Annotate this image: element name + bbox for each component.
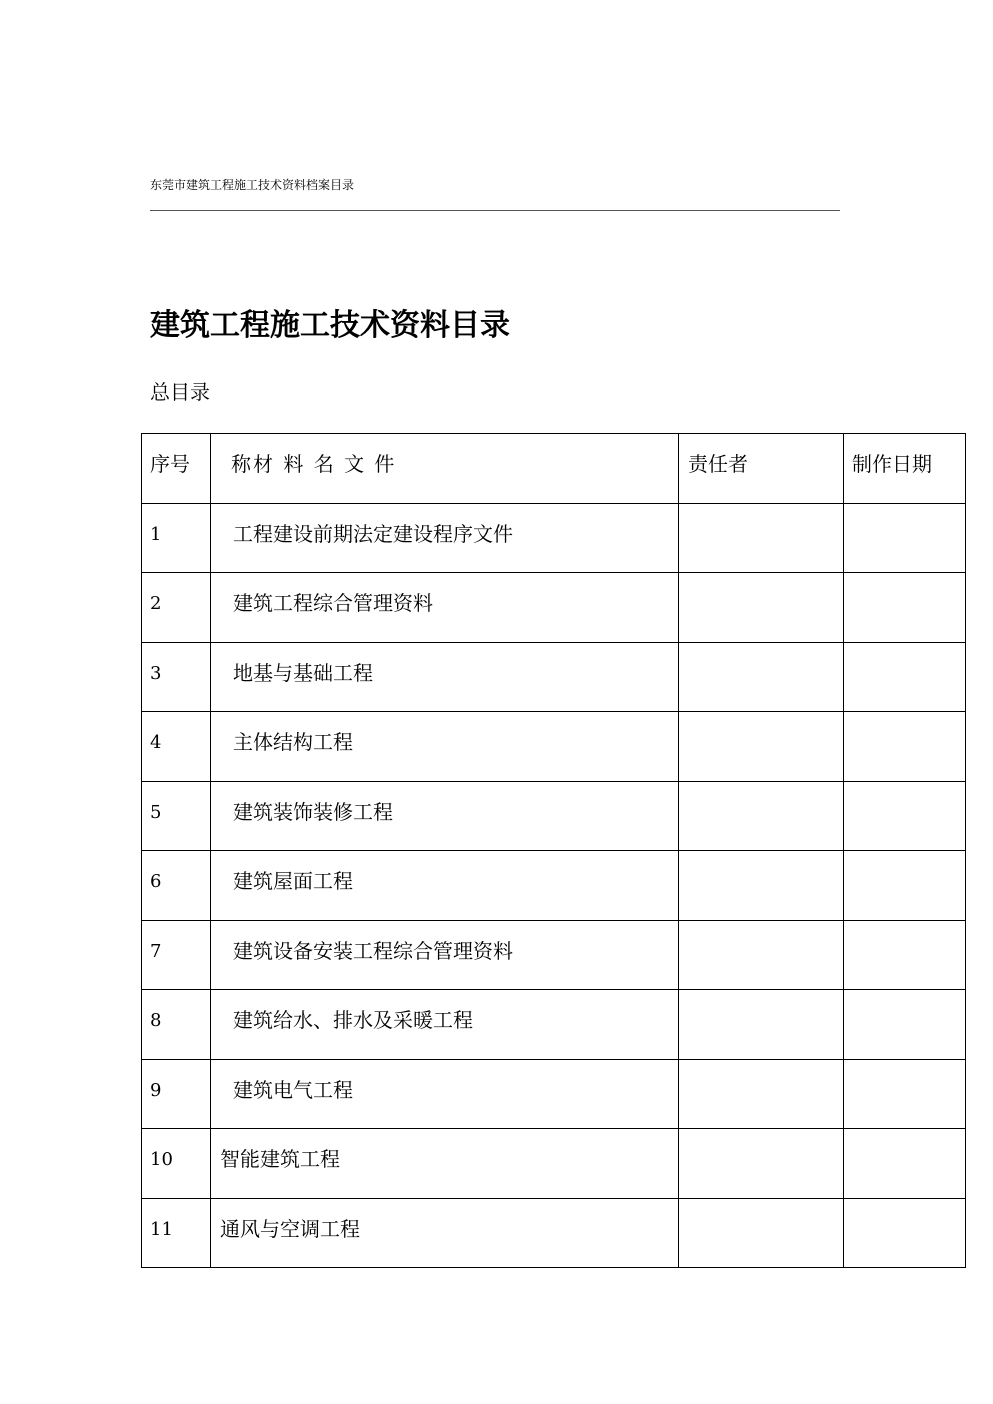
table-row	[142, 1059, 966, 1129]
row-date-cell	[844, 990, 966, 1060]
row-owner-cell	[679, 503, 844, 573]
header-label-name: 称材 料 名 文 件	[231, 452, 397, 476]
header-label-owner: 责任者	[688, 452, 748, 476]
row-no-cell	[142, 642, 211, 712]
row-no-cell	[142, 1129, 211, 1199]
row-name: 建筑工程综合管理资料	[233, 591, 433, 615]
table-row	[142, 1198, 966, 1268]
catalog-table	[141, 433, 966, 1268]
row-owner-cell	[679, 1059, 844, 1129]
row-owner-cell	[679, 781, 844, 851]
row-date-cell	[844, 1129, 966, 1199]
row-name-cell	[211, 642, 679, 712]
row-name: 智能建筑工程	[220, 1147, 340, 1171]
header-cell-date	[844, 434, 966, 504]
row-date-cell	[844, 1059, 966, 1129]
row-owner-cell	[679, 712, 844, 782]
row-name: 地基与基础工程	[233, 660, 373, 685]
row-name-cell	[211, 712, 679, 782]
row-owner-cell	[679, 990, 844, 1060]
row-date-cell	[844, 781, 966, 851]
table-row	[142, 503, 966, 573]
row-name-cell	[211, 851, 679, 921]
table-row	[142, 573, 966, 643]
row-date-cell	[844, 573, 966, 643]
row-number: 3	[150, 662, 162, 684]
row-name: 工程建设前期法定建设程序文件	[233, 521, 513, 546]
row-name: 建筑装饰装修工程	[233, 799, 393, 824]
row-number: 6	[150, 871, 162, 892]
row-no-cell	[142, 1059, 211, 1129]
row-owner-cell	[679, 851, 844, 921]
row-name: 建筑屋面工程	[233, 869, 353, 893]
document-subtitle: 总目录	[150, 380, 210, 404]
table-row	[142, 642, 966, 712]
row-name-cell	[211, 1059, 679, 1129]
document-title: 建筑工程施工技术资料目录	[150, 308, 510, 343]
row-no-cell	[142, 712, 211, 782]
row-owner-cell	[679, 920, 844, 990]
running-header: 东莞市建筑工程施工技术资料档案目录	[150, 178, 355, 192]
header-divider	[150, 210, 840, 211]
row-name-cell	[211, 990, 679, 1060]
row-owner-cell	[679, 1198, 844, 1268]
table-row	[142, 781, 966, 851]
row-no-cell	[142, 503, 211, 573]
row-name: 主体结构工程	[233, 730, 353, 754]
row-no-cell	[142, 1198, 211, 1268]
table-row	[142, 1129, 966, 1199]
table-row	[142, 712, 966, 782]
row-owner-cell	[679, 573, 844, 643]
row-number: 7	[150, 940, 162, 962]
row-number: 10	[150, 1149, 173, 1170]
row-number: 8	[150, 1010, 162, 1031]
row-number: 4	[150, 732, 162, 753]
table-row	[142, 990, 966, 1060]
row-date-cell	[844, 1198, 966, 1268]
row-name: 建筑给水、排水及采暖工程	[233, 1008, 473, 1032]
row-name-cell	[211, 573, 679, 643]
table-row	[142, 920, 966, 990]
row-name-cell	[211, 1129, 679, 1199]
row-number: 9	[150, 1079, 162, 1101]
row-name: 建筑设备安装工程综合管理资料	[233, 938, 513, 963]
row-date-cell	[844, 851, 966, 921]
row-name-cell	[211, 1198, 679, 1268]
header-cell-owner	[679, 434, 844, 504]
row-owner-cell	[679, 642, 844, 712]
header-cell-no	[142, 434, 211, 504]
row-no-cell	[142, 781, 211, 851]
header-label-no: 序号	[150, 452, 190, 476]
table-row	[142, 851, 966, 921]
row-date-cell	[844, 920, 966, 990]
row-no-cell	[142, 573, 211, 643]
header-label-date: 制作日期	[852, 452, 932, 476]
row-number: 11	[150, 1218, 173, 1240]
row-name-cell	[211, 503, 679, 573]
header-cell-name	[211, 434, 679, 504]
row-number: 1	[150, 523, 162, 545]
row-number: 5	[150, 801, 162, 823]
row-name-cell	[211, 781, 679, 851]
row-date-cell	[844, 503, 966, 573]
row-no-cell	[142, 920, 211, 990]
row-no-cell	[142, 851, 211, 921]
row-date-cell	[844, 712, 966, 782]
row-number: 2	[150, 593, 162, 614]
row-name: 通风与空调工程	[220, 1216, 360, 1241]
row-date-cell	[844, 642, 966, 712]
row-name: 建筑电气工程	[233, 1077, 353, 1102]
row-no-cell	[142, 990, 211, 1060]
row-name-cell	[211, 920, 679, 990]
table-header-row	[142, 434, 966, 504]
row-owner-cell	[679, 1129, 844, 1199]
